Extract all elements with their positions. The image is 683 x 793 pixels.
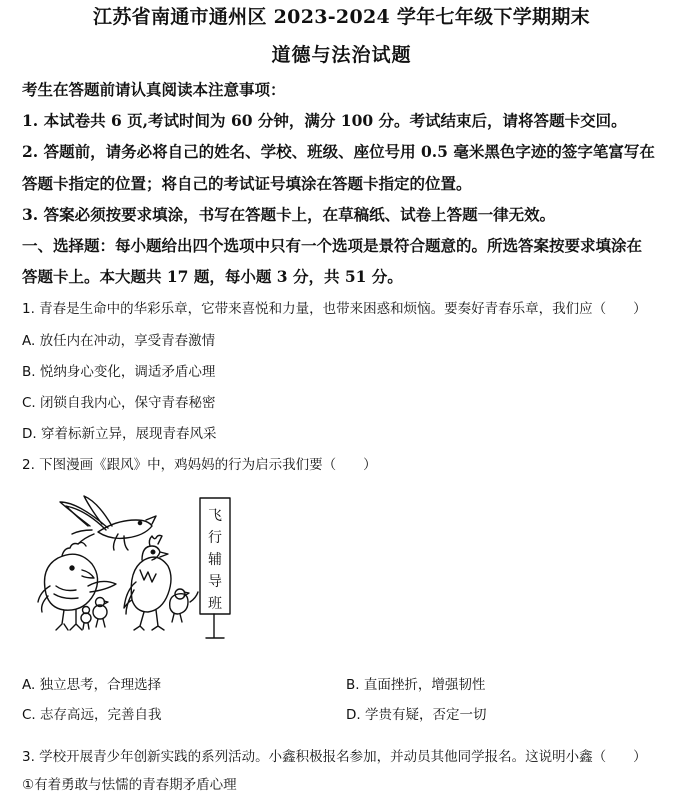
notice-item-2: 2. 答题前，请务必将自己的姓名、学校、班级、座位号用 0.5 毫米黑色字迹的签字笔富写在: [22, 142, 655, 161]
question-2-option-c: C. 志存高远，完善自我: [22, 707, 162, 723]
chick-illustration: [81, 598, 108, 630]
sign-char-1: 飞: [208, 508, 222, 524]
question-3-option-1: ①有着勇敢与怯懦的青春期矛盾心理: [22, 777, 237, 793]
question-3-stem: 3. 学校开展青少年创新实践的系列活动。小鑫积极报名参加，并动员其他同学报名。这说明小鑫（ ）: [22, 749, 647, 765]
exam-title-line2: 道德与法治试题: [271, 44, 412, 66]
question-2-option-a: A. 独立思考，合理选择: [22, 677, 162, 693]
cartoon-following-the-trend: [28, 490, 243, 648]
question-1-stem: 1. 青春是生命中的华彩乐章，它带来喜悦和力量，也带来困惑和烦恼。要奏好青春乐章，我们应（ ）: [22, 301, 647, 317]
flying-bird-illustration: [60, 496, 156, 550]
sign-char-3: 辅: [208, 552, 222, 568]
notice-item-1: 1. 本试卷共 6 页,考试时间为 60 分钟，满分 100 分。考试结束后，请将答题卡交回。: [22, 111, 627, 130]
question-2-option-b: B. 直面挫折，增强韧性: [346, 677, 486, 693]
sign-char-2: 行: [208, 530, 222, 546]
question-2-option-d: D. 学贵有疑，否定一切: [346, 707, 487, 723]
notice-item-2-cont: 答题卡指定的位置；将自己的考试证号填涂在答题卡指定的位置。: [22, 174, 472, 193]
question-1-option-d: D. 穿着标新立异，展现青春风采: [22, 426, 217, 442]
notice-heading: 考生在答题前请认真阅读本注意事项：: [22, 80, 286, 99]
sign-char-5: 班: [208, 596, 222, 612]
sign-char-4: 导: [208, 574, 222, 590]
notice-item-3: 3. 答案必须按要求填涂，书写在答题卡上，在草稿纸、试卷上答题一律无效。: [22, 205, 556, 224]
section-1-heading: 一、选择题：每小题给出四个选项中只有一个选项是景符合题意的。所选答案按要求填涂在: [22, 236, 643, 255]
question-1-option-c: C. 闭锁自我内心，保守青春秘密: [22, 395, 216, 411]
rooster-illustration: [124, 535, 171, 630]
question-1-option-a: A. 放任内在冲动，享受青春激情: [22, 333, 216, 349]
question-1-option-b: B. 悦纳身心变化，调适矛盾心理: [22, 364, 216, 380]
exam-title-line1: 江苏省南通市通州区 2023-2024 学年七年级下学期期末: [93, 6, 590, 28]
section-1-heading-cont: 答题卡上。本大题共 17 题，每小题 3 分，共 51 分。: [22, 267, 403, 286]
chick-illustration: [170, 589, 198, 622]
question-2-stem: 2. 下图漫画《跟风》中，鸡妈妈的行为启示我们要（ ）: [22, 457, 377, 473]
